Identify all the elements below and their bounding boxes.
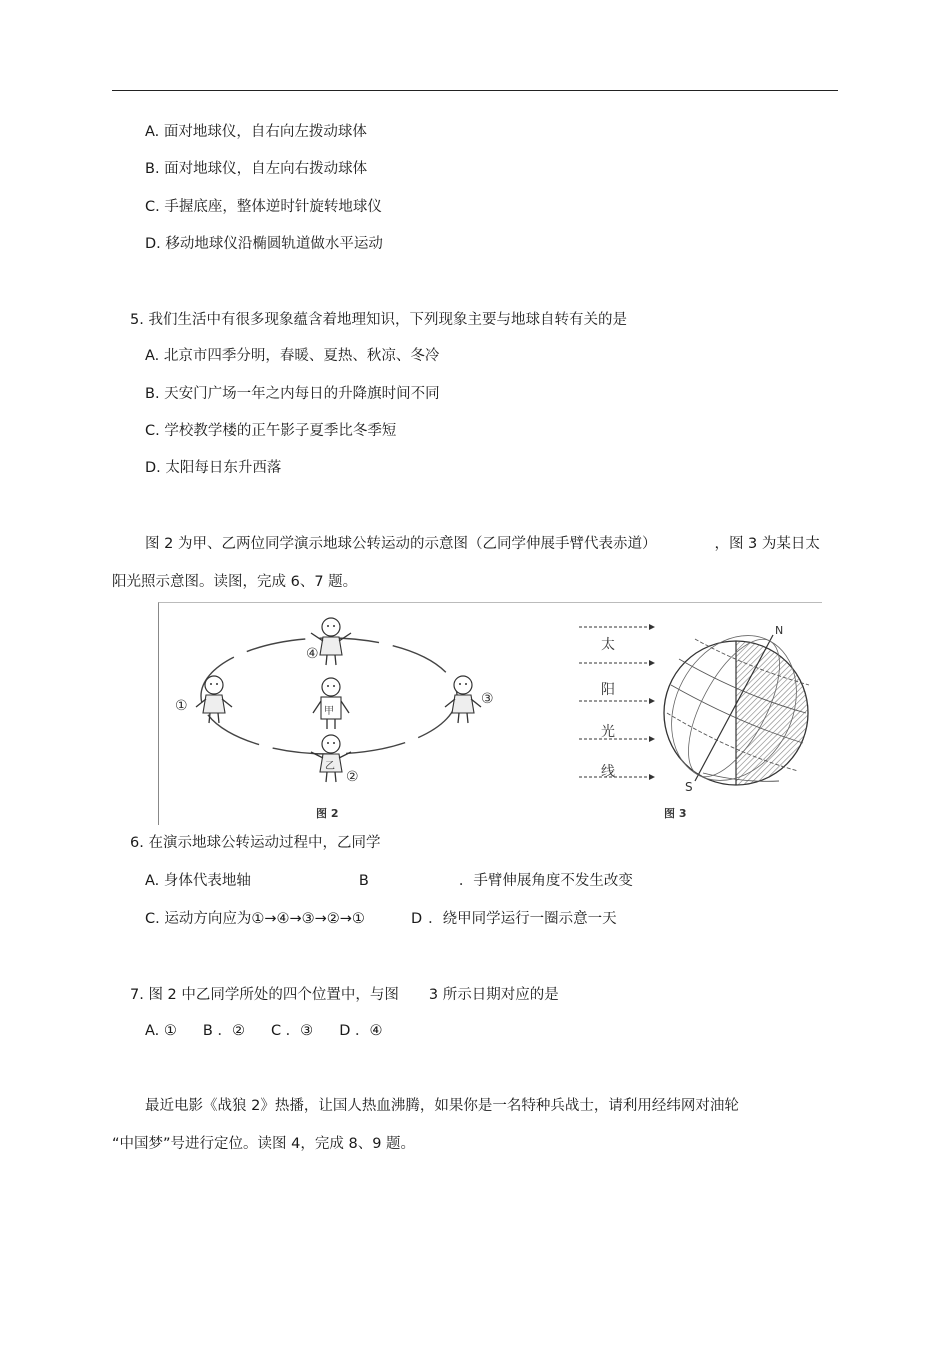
sunlight-char-2: 阳 [601,682,615,698]
sunlight-arrows [579,627,654,777]
q4-option-a: A. 面对地球仪，自右向左拨动球体 [145,124,367,140]
student-right [445,676,481,723]
q6-option-d-text: ．绕甲同学运行一圈示意一天 [428,911,617,927]
q5-option-d: D. 太阳每日东升西落 [145,460,282,476]
q6-option-a: A. 身体代表地轴 [145,873,251,889]
sunlight-char-1: 太 [601,637,615,653]
q4-option-b: B. 面对地球仪，自左向右拨动球体 [145,161,368,177]
north-label: N [775,624,784,637]
q4-option-c: C. 手握底座，整体逆时针旋转地球仪 [145,199,382,215]
q5-stem: 5. 我们生活中有很多现象蕴含着地理知识，下列现象主要与地球自转有关的是 [130,312,627,328]
fig3-label: 图 3 [664,807,687,820]
q7-options [145,1021,382,1041]
circled-1: ① [175,698,188,714]
intro67-line1-a: 图 2 为甲、乙两位同学演示地球公转运动的示意图（乙同学伸展手臂代表赤道） [145,536,657,552]
q7-stem [130,985,559,1005]
intro67-line1 [145,534,820,554]
intro67-line1-b: ，图 3 为某日太 [714,536,820,552]
q7-option-a: A. ① [145,1023,177,1039]
globe [647,614,821,803]
q6-option-b-letter: B [358,873,369,889]
top-rule [112,90,838,91]
q7-option-b: B ．② [202,1023,245,1039]
q4-option-d: D. 移动地球仪沿椭圆轨道做水平运动 [145,236,383,252]
intro89-line1: 最近电影《战狼 2》热播，让国人热血沸腾，如果你是一名特种兵战士，请利用经纬网对油轮 [145,1098,739,1114]
q7-stem-b: 3 所示日期对应的是 [428,987,559,1003]
student-center-jia [313,678,349,729]
circled-2: ② [346,769,359,785]
fig2-label: 图 2 [316,807,339,820]
q5-option-b: B. 天安门广场一年之内每日的升降旗时间不同 [145,386,440,402]
q5-option-a: A. 北京市四季分明，春暖、夏热、秋凉、冬冷 [145,348,440,364]
circled-3: ③ [481,691,494,707]
circled-4: ④ [306,646,319,662]
student-bottom [311,735,351,782]
q6-option-b-text: ．手臂伸展角度不发生改变 [458,873,633,889]
intro67-line2: 阳光照示意图。读图，完成 6、7 题。 [112,574,358,590]
student-label-yi: 乙 [325,761,335,772]
q7-stem-a: 7. 图 2 中乙同学所处的四个位置中，与图 [130,987,399,1003]
q6-stem: 6. 在演示地球公转运动过程中，乙同学 [130,835,381,851]
q7-option-d: D ．④ [339,1023,383,1039]
figure-2-3 [158,602,822,825]
sunlight-char-3: 光 [601,724,615,740]
q6-option-d-letter: D [410,911,423,927]
south-label: S [685,780,693,794]
q5-option-c: C. 学校教学楼的正午影子夏季比冬季短 [145,423,397,439]
intro89-line2: “中国梦”号进行定位。读图 4，完成 8、9 题。 [112,1136,416,1152]
q6-row1 [145,871,633,891]
q6-option-c: C. 运动方向应为①→④→③→②→① [145,911,365,927]
q6-row2 [145,909,617,929]
sunlight-char-4: 线 [601,764,615,780]
q7-option-c: C ．③ [270,1023,314,1039]
figure-svg [159,603,822,825]
center-label-jia: 甲 [324,706,334,717]
